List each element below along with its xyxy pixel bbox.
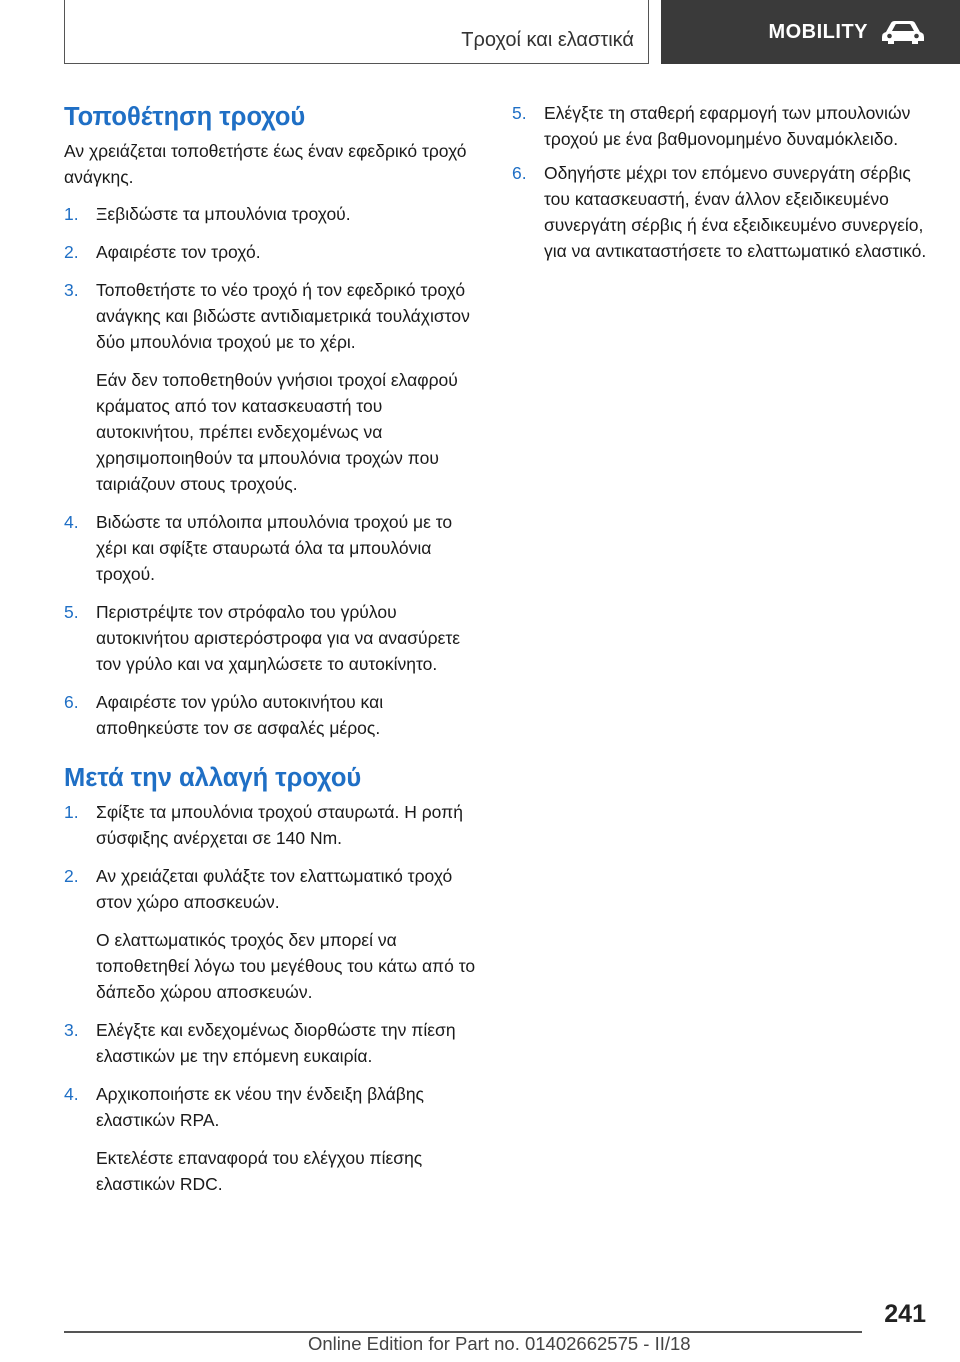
steps-list-continued [512, 100, 932, 264]
list-item: 2. Αν χρειάζεται φυλάξτε τον ελαττωματικό τροχό στον χώρο αποσκευών. Ο ελαττωματικός τροχός δεν μπορεί να τοποθετηθεί λόγω του μεγέθους του κάτω από το δάπεδο χώρου αποσκευών. [64, 863, 484, 1005]
list-item: 2. Αφαιρέστε τον τροχό. [64, 242, 261, 262]
list-item: 3. Τοποθετήστε το νέο τροχό ή τον εφεδρικό τροχό ανάγκης και βιδώστε αντιδιαμετρικά τουλάχιστον δύο μπουλόνια τροχού με το χέρι. Εάν δεν τοποθετηθούν γνήσιοι τροχοί ελαφρού κράματος από τον κατασκευαστή του αυτοκινήτου, πρέπει ενδεχομένως να χρησιμοποιηθούν τα μπουλόνια τροχών που ταιριάζουν στους τροχούς. [64, 277, 484, 497]
section-heading-after-wheel-change: Μετά την αλλαγή τροχού [64, 764, 362, 792]
right-column [512, 100, 932, 272]
list-item: 6. Αφαιρέστε τον γρύλο αυτοκινήτου και αποθηκεύστε τον σε ασφαλές μέρος. [64, 692, 384, 738]
header-section-title: Τροχοί και ελαστικά [461, 29, 634, 51]
list-item: 1. Ξεβιδώστε τα μπουλόνια τροχού. [64, 204, 351, 224]
list-item: 4. Βιδώστε τα υπόλοιπα μπουλόνια τροχού με το χέρι και σφίξτε σταυρωτά όλα τα μπουλόνια τροχού. [64, 512, 453, 584]
list-item: 5. Περιστρέψτε τον στρόφαλο του γρύλου αυτοκινήτου αριστερόστροφα για να ανασύρετε τον γρύλο και να χαμηλώσετε το αυτοκίνητο. [64, 602, 461, 674]
header-chapter-title: MOBILITY [768, 20, 868, 43]
section-intro: Αν χρειάζεται τοποθετήστε έως έναν εφεδρικό τροχό ανάγκης. [64, 141, 467, 187]
step-note: Εκτελέστε επαναφορά του ελέγχου πίεσης ελαστικών RDC. [96, 1148, 423, 1194]
step-note: Εάν δεν τοποθετηθούν γνήσιοι τροχοί ελαφρού κράματος από τον κατασκευαστή του αυτοκινήτου, πρέπει ενδεχομένως να χρησιμοποιηθούν τα μπουλόνια τροχών που ταιριάζουν στους τροχούς. [96, 370, 458, 494]
steps-list-after-wheel-change [64, 799, 484, 1197]
list-item: 5. Ελέγξτε τη σταθερή εφαρμογή των μπουλονιών τροχού με ένα βαθμονομημένο δυναμόκλειδο. [512, 103, 911, 149]
list-item: 6. Οδηγήστε μέχρι τον επόμενο συνεργάτη σέρβις του κατασκευαστή, έναν άλλον εξειδικευμένο συνεργάτη σέρβις ή ένα εξειδικευμένο συνεργείο, για να αντικαταστήσετε το ελαττωματικό ελαστικό. [512, 163, 927, 261]
section-heading-wheel-mounting: Τοποθέτηση τροχού [64, 103, 306, 131]
steps-list-wheel-mounting [64, 201, 484, 741]
footer-edition-text: Online Edition for Part no. 01402662575 - II/18 [308, 1333, 691, 1354]
list-item: 3. Ελέγξτε και ενδεχομένως διορθώστε την πίεση ελαστικών με την επόμενη ευκαιρία. [64, 1020, 456, 1066]
list-item: 4. Αρχικοποιήστε εκ νέου την ένδειξη βλάβης ελαστικών RPA. Εκτελέστε επαναφορά του ελέγχου πίεσης ελαστικών RDC. [64, 1081, 484, 1197]
header-chapter-box [661, 0, 960, 64]
page-number: 241 [884, 1300, 926, 1328]
car-icon [880, 19, 926, 45]
list-item: 1. Σφίξτε τα μπουλόνια τροχού σταυρωτά. Η ροπή σύσφιξης ανέρχεται σε 140 Nm. [64, 802, 463, 848]
left-column [64, 100, 484, 1209]
step-note: Ο ελαττωματικός τροχός δεν μπορεί να τοποθετηθεί λόγω του μεγέθους του κάτω από το δάπεδο χώρου αποσκευών. [96, 930, 476, 1002]
header-section-box [64, 0, 649, 64]
